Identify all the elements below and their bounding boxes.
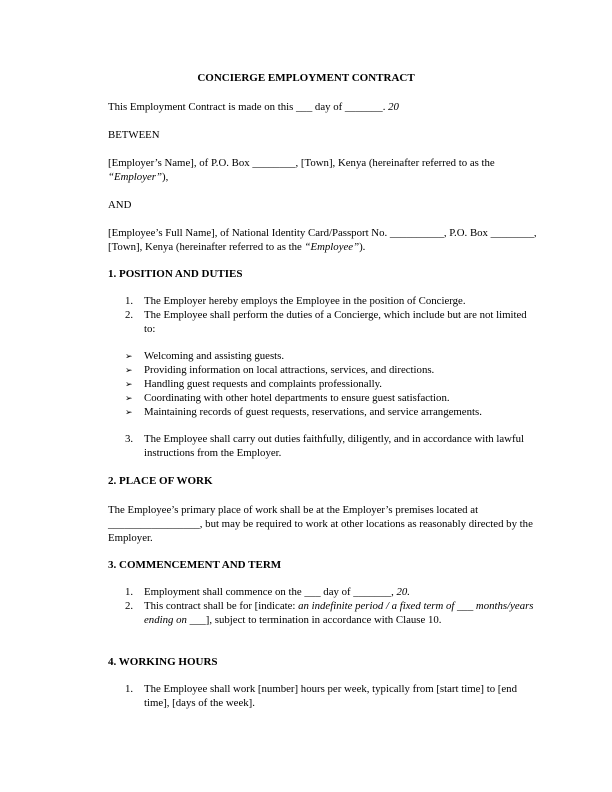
arrow-bullet-icon: ➢ xyxy=(125,379,133,389)
section-1-item-1: 1. The Employer hereby employs the Employee in the position of Concierge. xyxy=(125,295,466,307)
intro-date-line: This Employment Contract is made on this ___ day of _______. 20 xyxy=(108,101,399,113)
duty-bullet: ➢ Welcoming and assisting guests. xyxy=(125,350,285,362)
document-title: CONCIERGE EMPLOYMENT CONTRACT xyxy=(197,72,415,84)
duty-bullet: ➢ Providing information on local attractions, services, and directions. xyxy=(125,364,435,376)
duty-bullet: ➢ Coordinating with other hotel departments to ensure guest satisfaction. xyxy=(125,392,450,404)
duty-bullet: ➢ Maintaining records of guest requests, reservations, and service arrangements. xyxy=(125,406,482,418)
section-3-heading: 3. COMMENCEMENT AND TERM xyxy=(108,559,282,571)
arrow-bullet-icon: ➢ xyxy=(125,351,133,361)
employer-clause: [Employer’s Name], of P.O. Box ________, [Town], Kenya (hereinafter referred to as the “Employer”), xyxy=(108,157,495,183)
section-2-heading: 2. PLACE OF WORK xyxy=(108,475,213,487)
employee-clause: [Employee’s Full Name], of National Identity Card/Passport No. __________, P.O. Box ________, [Town], Kenya (hereinafter referred to as the “Employee”). xyxy=(108,227,537,253)
between-label: BETWEEN xyxy=(108,129,160,141)
section-2-text: The Employee’s primary place of work shall be at the Employer’s premises located at _________________, but may be required to work at other locations as reasonably directed by the Employer. xyxy=(108,504,533,544)
section-3-item-2: 2. This contract shall be for [indicate: an indefinite period / a fixed term of ___ months/years ending on ___], subject to termination in accordance with Clause 10. xyxy=(125,600,534,626)
section-3-item-1: 1. Employment shall commence on the ___ day of _______, 20. xyxy=(125,586,410,598)
section-4-item-1: 1. The Employee shall work [number] hours per week, typically from [start time] to [end time], [days of the week]. xyxy=(125,683,517,709)
section-1-item-3: 3. The Employee shall carry out duties faithfully, diligently, and in accordance with lawful instructions from the Employer. xyxy=(125,433,524,459)
and-label: AND xyxy=(108,199,132,211)
section-4-heading: 4. WORKING HOURS xyxy=(108,656,218,668)
arrow-bullet-icon: ➢ xyxy=(125,393,133,403)
section-1-heading: 1. POSITION AND DUTIES xyxy=(108,268,243,280)
arrow-bullet-icon: ➢ xyxy=(125,407,133,417)
arrow-bullet-icon: ➢ xyxy=(125,365,133,375)
duty-bullet: ➢ Handling guest requests and complaints professionally. xyxy=(125,378,382,390)
section-1-item-2: 2. The Employee shall perform the duties of a Concierge, which include but are not limited to: xyxy=(125,309,527,335)
